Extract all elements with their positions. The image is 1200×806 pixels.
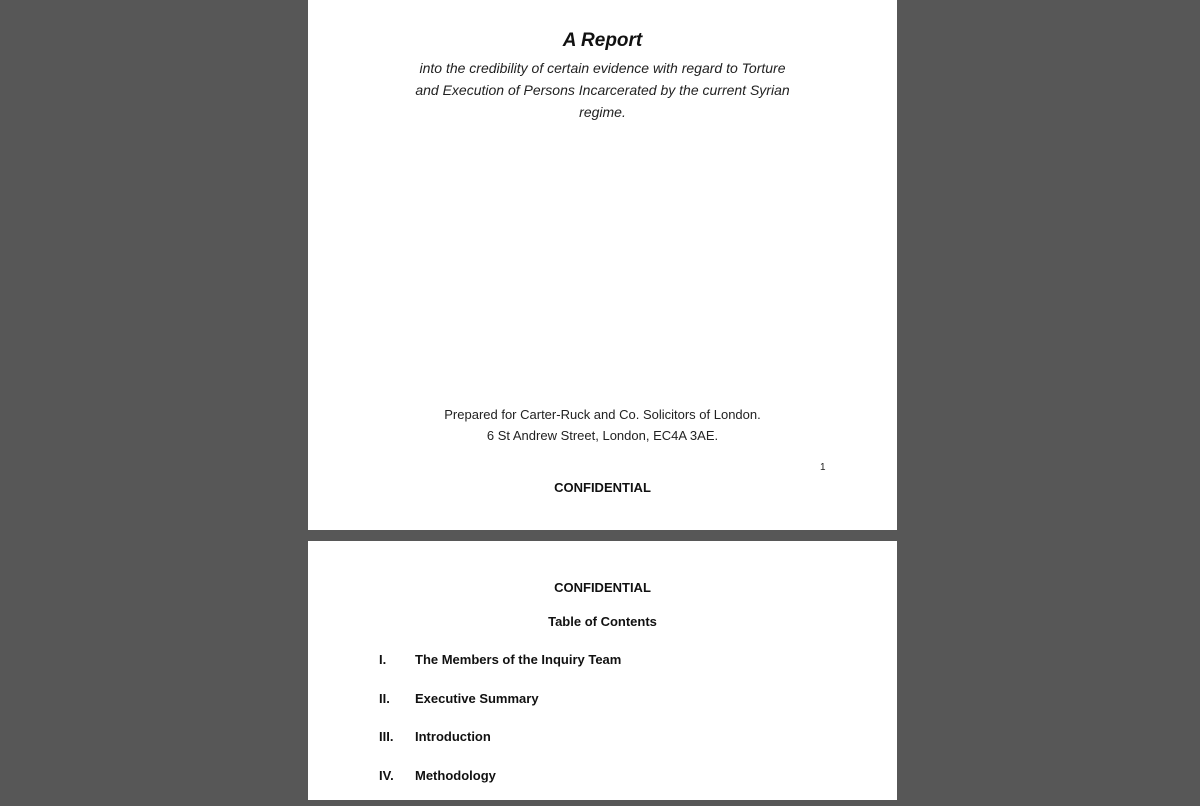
- table-of-contents-heading: Table of Contents: [308, 614, 897, 629]
- toc-numeral: IV.: [379, 768, 415, 783]
- toc-numeral: III.: [379, 729, 415, 744]
- toc-item: [379, 652, 819, 691]
- report-subtitle: [368, 57, 837, 123]
- confidential-footer: CONFIDENTIAL: [308, 480, 897, 495]
- address-line: 6 St Andrew Street, London, EC4A 3AE.: [308, 425, 897, 446]
- toc-numeral: I.: [379, 652, 415, 667]
- toc-numeral: II.: [379, 691, 415, 706]
- page-number: 1: [820, 462, 826, 473]
- report-subtitle-line: and Execution of Persons Incarcerated by the current Syrian: [368, 79, 837, 101]
- table-of-contents: [379, 652, 819, 806]
- report-subtitle-line: into the credibility of certain evidence with regard to Torture: [368, 57, 837, 79]
- toc-item: [379, 729, 819, 768]
- document-page-2: [308, 541, 897, 800]
- confidential-header: CONFIDENTIAL: [308, 580, 897, 595]
- report-subtitle-line: regime.: [368, 101, 837, 123]
- toc-label: Executive Summary: [415, 691, 819, 706]
- prepared-for-line: Prepared for Carter-Ruck and Co. Solicitors of London.: [308, 404, 897, 425]
- toc-item: [379, 691, 819, 730]
- toc-label: Methodology: [415, 768, 819, 783]
- toc-label: The Members of the Inquiry Team: [415, 652, 819, 667]
- toc-label: Introduction: [415, 729, 819, 744]
- prepared-for-block: [308, 404, 897, 446]
- report-title: A Report: [308, 30, 897, 52]
- toc-item: [379, 768, 819, 806]
- document-page-1: [308, 0, 897, 530]
